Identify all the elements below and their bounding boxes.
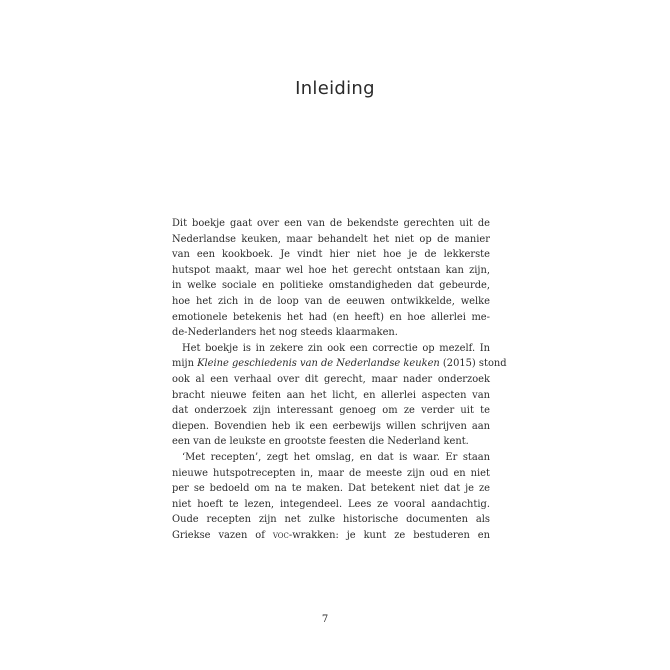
text-run: mijn (172, 358, 198, 370)
text-line: bracht nieuwe feiten aan het licht, en allerlei aspecten van (172, 389, 490, 401)
text-line: dat onderzoek zijn interessant genoeg om ze verder uit te (172, 405, 490, 417)
text-line: de-Nederlanders het nog steeds klaarmaken. (172, 327, 398, 339)
text-line: nieuwe hutspotrecepten in, maar de meeste zijn oud en niet (172, 467, 490, 479)
text-line: in welke sociale en politieke omstandigheden dat gebeurde, (172, 280, 490, 292)
text-line (172, 356, 507, 372)
text-line: Oude recepten zijn net zulke historische documenten als (172, 514, 490, 526)
text-line: Dit boekje gaat over een van de bekendste gerechten uit de (172, 218, 490, 229)
text-run: -wrakken: je kunt ze bestuderen en (288, 529, 490, 541)
text-line: van een kookboek. Je vindt hier niet hoe je de lekkerste (172, 249, 490, 261)
paragraph (172, 216, 490, 341)
text-line: ook al een verhaal over dit gerecht, maar nader onderzoek (172, 373, 490, 385)
text-line: per se bedoeld om na te maken. Dat betekent niet dat je ze (172, 483, 490, 495)
abbreviation-voc: voc (272, 529, 289, 541)
paragraph (172, 341, 507, 450)
text-line: hutspot maakt, maar wel hoe het gerecht ontstaan kan zijn, (172, 264, 490, 276)
text-line: Het boekje is in zekere zin ook een correctie op mezelf. In (182, 342, 490, 354)
text-line: niet hoeft te lezen, integendeel. Lees ze vooral aandachtig. (172, 498, 490, 510)
text-run: (2015) stond (439, 358, 507, 370)
book-title-italic: Kleine geschiedenis van de Nederlandse keuken (197, 358, 440, 370)
body-text (172, 216, 507, 543)
chapter-title: Inleiding (295, 78, 375, 99)
text-line: ‘Met recepten’, zegt het omslag, en dat is waar. Er staan (182, 451, 490, 463)
text-line: hoe het zich in de loop van de eeuwen ontwikkelde, welke (172, 295, 490, 307)
paragraph (172, 450, 490, 544)
text-run: Griekse vazen of (172, 529, 273, 541)
text-line: emotionele betekenis het had (en heeft) en hoe allerlei me- (172, 311, 490, 323)
text-line: een van de leukste en grootste feesten die Nederland kent. (172, 436, 469, 448)
text-line: diepen. Bovendien heb ik een eerbewijs willen schrijven aan (172, 420, 490, 432)
text-line: Nederlandse keuken, maar behandelt het niet op de manier (172, 233, 490, 245)
page-number: 7 (321, 614, 329, 625)
text-line (172, 528, 490, 544)
